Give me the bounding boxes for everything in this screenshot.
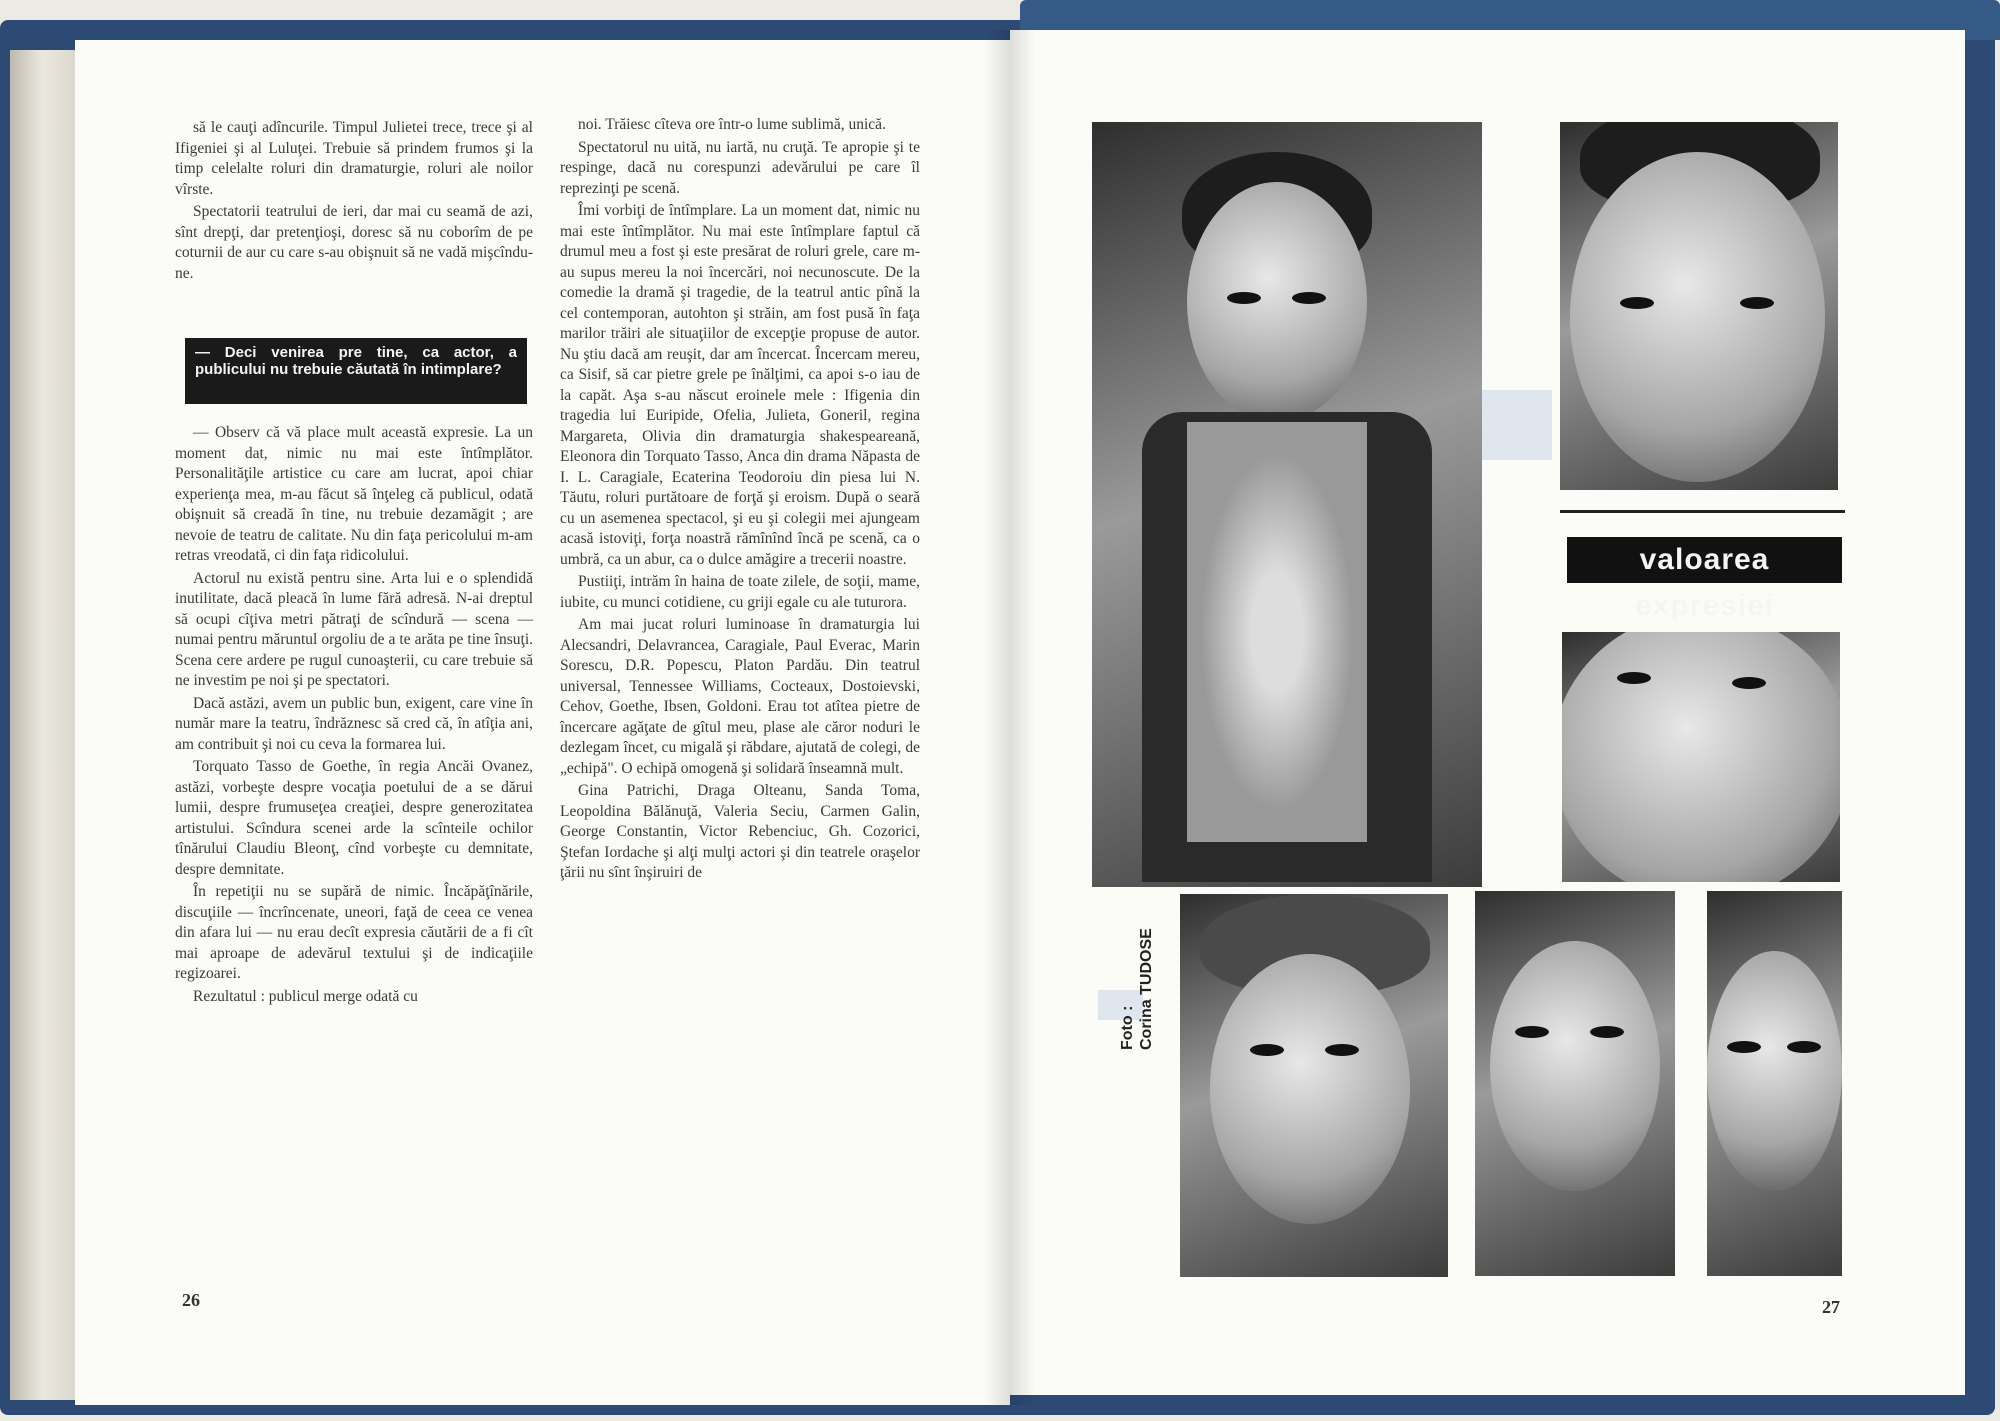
paragraph: Am mai jucat roluri luminoase în dramaturgia lui Alecsandri, Delavrancea, Caragiale, Paul Everac, Marin Sorescu, D.R. Popescu, Platon Pardău. Din teatrul universal, Tennessee Williams, Cocteaux, Dostoievski, Cehov, Goethe, Ibsen, Goldoni. Erau tot atîtea pietre de încercare agăţate de gîtul meu, plase ale căror noduri le dezlegam încet, cu migală şi răbdare, ajutată de colegi, de „echipă". O echipă omogenă şi solidară înseamnă mult.: [560, 616, 920, 777]
interview-question: — Deci venirea pre tine, ca actor, a publicului nu trebuie căutată în intimplare?: [185, 338, 527, 404]
paragraph: Actorul nu există pentru sine. Arta lui e o splendidă inutilitate, dacă pleacă în lume fără adresă. N-ai dreptul să ocupi cîţiva metri pătraţi de scîndură — scena — numai pentru măruntul orgoliu de a te arăta pe tine însuţi. Scena cere ardere pe rugul cunoaşterii, cu care trebuie să ne investim pe noi şi pe spectatori.: [175, 569, 533, 689]
paragraph: Spectatorul nu uită, nu iartă, nu cruţă. Te apropie şi te respinge, dacă nu corespunzi adevărului pe care îl reprezinţi pe scenă.: [560, 138, 920, 197]
left-column-top: [175, 118, 533, 286]
book-spine-shadow: [985, 30, 1035, 1405]
paragraph: să le cauţi adîncurile. Timpul Julietei trece, trece şi al Ifigeniei şi al Luluţei. Trebuie să prindem frumos şi la timp celelalte roluri din dramaturgie, roluri ale noilor vîrste.: [175, 119, 533, 198]
paragraph: Spectatorii teatrului de ieri, dar mai cu seamă de azi, sînt drepţi, dar pretenţioşi, doresc să nu coborîm de pe coturnii de aur cu care s-au obişnuit să ne vadă mişcîndu-ne.: [175, 203, 533, 282]
photo-stage-makeup-3: [1707, 891, 1842, 1276]
photo-face-closeup-1: [1560, 122, 1838, 490]
show-through-mark: [1482, 390, 1552, 460]
page-number-right: 27: [1822, 1297, 1840, 1317]
left-page-column-2: [560, 115, 920, 886]
paragraph: noi. Trăiesc cîteva ore într-o lume sublimă, unică.: [578, 116, 886, 133]
section-title: valoarea expresiei: [1567, 537, 1842, 583]
paragraph: Rezultatul : publicul merge odată cu: [193, 987, 418, 1005]
page-number-left: 26: [182, 1290, 200, 1310]
photo-actress-portrait: [1092, 122, 1482, 887]
paragraph: Pustiiţi, intrăm în haina de toate zilele, de soţii, mame, iubite, cu munci cotidiene, cu griji egale cu ale tuturora.: [560, 573, 920, 611]
photo-credit-label: Foto :: [1119, 1005, 1136, 1050]
paragraph: În repetiţii nu se supără de nimic. Încăpăţînările, discuţiile — încrîncenate, uneori, faţă de ceea ce venea din afara lui — nu erau decît expresia căutării de a fi cît mai aproape de adevărul textului şi de indicaţiile regizoarei.: [175, 883, 533, 982]
paragraph: — Observ că vă place mult această expresie. La un moment dat, nimic nu mai este întîmplător. Personalităţile artistice cu care am lucrat, apoi chiar experienţa mea, m-au făcut să înţeleg că publicul, odată obişnuit să creadă în tine, nu trebuie dezamăgit ; are nevoie de teatru de calitate. Nu din faţa pericolului m-am retras vreodată, ci din faţa ridicolului.: [175, 424, 533, 564]
photo-stage-makeup-2: [1475, 891, 1675, 1276]
photo-stage-makeup-1: [1180, 894, 1448, 1277]
title-rule: [1560, 510, 1845, 513]
photo-credit: [1118, 860, 1158, 1050]
photo-face-closeup-2: [1562, 632, 1840, 882]
paragraph: Îmi vorbiţi de întîmplare. La un moment dat, nimic nu mai este întîmplător. Nu mai este întîmplare faptul că drumul meu a fost şi este presărat de roluri grele, care m-au supus mereu la noi încercări, noi necunoscute. De la comedie la dramă şi tragedie, de la teatrul antic pînă la cel contemporan, autohton şi străin, am fost pusă în faţa marilor trăiri ale situaţiilor de excepţie propuse de autor. Nu ştiu dacă am reuşit, dar am încercat. Încercam mereu, ca Sisif, să car pietre grele pe înălţimi, ca apoi s-o iau de la capăt. Aşa s-au născut eroinele mele : Ifigenia din tragedia lui Euripide, Ofelia, Julieta, Goneril, regina Margareta, Olivia din dramaturgia shakespeareană, Eleonora din Torquato Tasso, Anca din drama Năpasta de I. L. Caragiale, Ecaterina Teodoroiu din piesa lui N. Tăutu, roluri purtătoare de forţă şi eroism. După o seară cu un asemenea spectacol, şi eu şi colegii mei ajungeam acasă istoviţi, forţa noastră rămînînd încă pe scenă, ca o umbră, ca un abur, ca o dulce amăgire a trecerii noastre.: [560, 202, 920, 568]
paragraph: Dacă astăzi, avem un public bun, exigent, care vine în număr mare la teatru, îndrăznesc să cred că, în atîţia ani, am contribuit şi noi cu ceva la formarea lui.: [175, 694, 533, 753]
paragraph: Torquato Tasso de Goethe, în regia Ancăi Ovanez, astăzi, vorbeşte despre vocaţia poetului de a se dărui lumii, despre frumuseţea creaţiei, despre generozitatea artistului. Scîndura scenei arde la scînteile ochilor tînărului Claudiu Bleonţ, cînd vorbeşte cu demnitate, despre demnitate.: [175, 758, 533, 878]
paragraph: Gina Patrichi, Draga Olteanu, Sanda Toma, Leopoldina Bălănuţă, Valeria Seciu, Carmen Galin, George Constantin, Victor Rebenciuc, Gh. Cozorici, Ştefan Iordache şi alţi mulţi actori şi din teatrele oraşelor ţării nu sînt înşiruiri de: [560, 782, 920, 881]
left-column-bottom: [175, 423, 533, 1009]
photo-credit-name: Corina TUDOSE: [1138, 928, 1155, 1050]
